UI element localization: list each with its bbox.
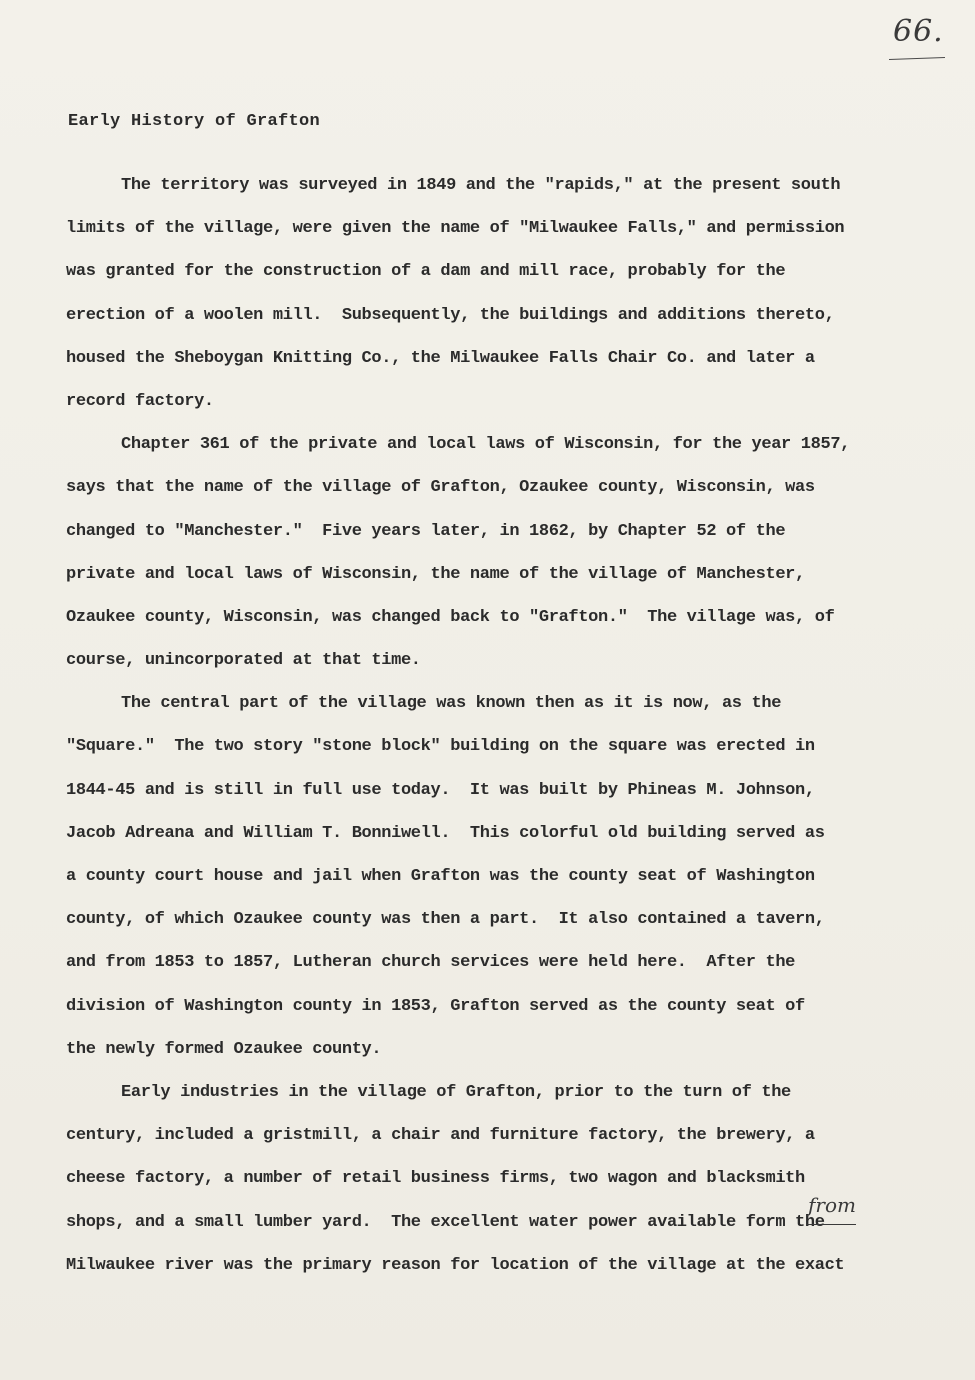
text-line: erection of a woolen mill. Subsequently, the buildings and additions thereto, [66,305,835,325]
text-line: shops, and a small lumber yard. The excellent water power available form the [66,1212,825,1232]
handwritten-correction: from [808,1193,856,1217]
text-line: limits of the village, were given the name of "Milwaukee Falls," and permission [66,219,845,239]
page-number-underline [889,57,945,60]
text-line: 1844-45 and is still in full use today. It was built by Phineas M. Johnson, [66,780,815,800]
body-text [66,170,926,1293]
text-line: Jacob Adreana and William T. Bonniwell. This colorful old building served as [66,823,825,843]
text-line: county, of which Ozaukee county was then a part. It also contained a tavern, [66,910,825,930]
text-line: changed to "Manchester." Five years later, in 1862, by Chapter 52 of the [66,521,786,541]
text-line: a county court house and jail when Grafton was the county seat of Washington [66,867,815,886]
text-line: private and local laws of Wisconsin, the name of the village of Manchester, [66,564,805,584]
text-line: record factory. [66,391,214,411]
text-line: "Square." The two story "stone block" building on the square was erected in [66,737,815,757]
text-line: course, unincorporated at that time. [66,651,421,671]
strikethrough-mark [806,1224,856,1225]
text-line: and from 1853 to 1857, Lutheran church services were held here. After the [66,953,796,973]
text-line: Chapter 361 of the private and local laws of Wisconsin, for the year 1857, [121,435,851,455]
page-number: 66. [893,14,944,49]
text-line: Early industries in the village of Grafton, prior to the turn of the [121,1082,791,1102]
text-line: was granted for the construction of a dam and mill race, probably for the [66,262,786,282]
text-line: housed the Sheboygan Knitting Co., the Milwaukee Falls Chair Co. and later a [66,348,815,368]
document-title: Early History of Grafton [68,112,321,131]
text-line: the newly formed Ozaukee county. [66,1039,382,1059]
text-line: Ozaukee county, Wisconsin, was changed back to "Grafton." The village was, of [66,607,835,627]
text-line: Milwaukee river was the primary reason for location of the village at the exact [66,1255,845,1275]
text-line: division of Washington county in 1853, Grafton served as the county seat of [66,996,805,1016]
text-line: cheese factory, a number of retail business firms, two wagon and blacksmith [66,1169,805,1189]
text-line: says that the name of the village of Grafton, Ozaukee county, Wisconsin, was [66,478,815,498]
text-line: The territory was surveyed in 1849 and the "rapids," at the present south [121,176,841,195]
text-line: The central part of the village was known then as it is now, as the [121,694,782,714]
text-line: century, included a gristmill, a chair and furniture factory, the brewery, a [66,1126,815,1146]
